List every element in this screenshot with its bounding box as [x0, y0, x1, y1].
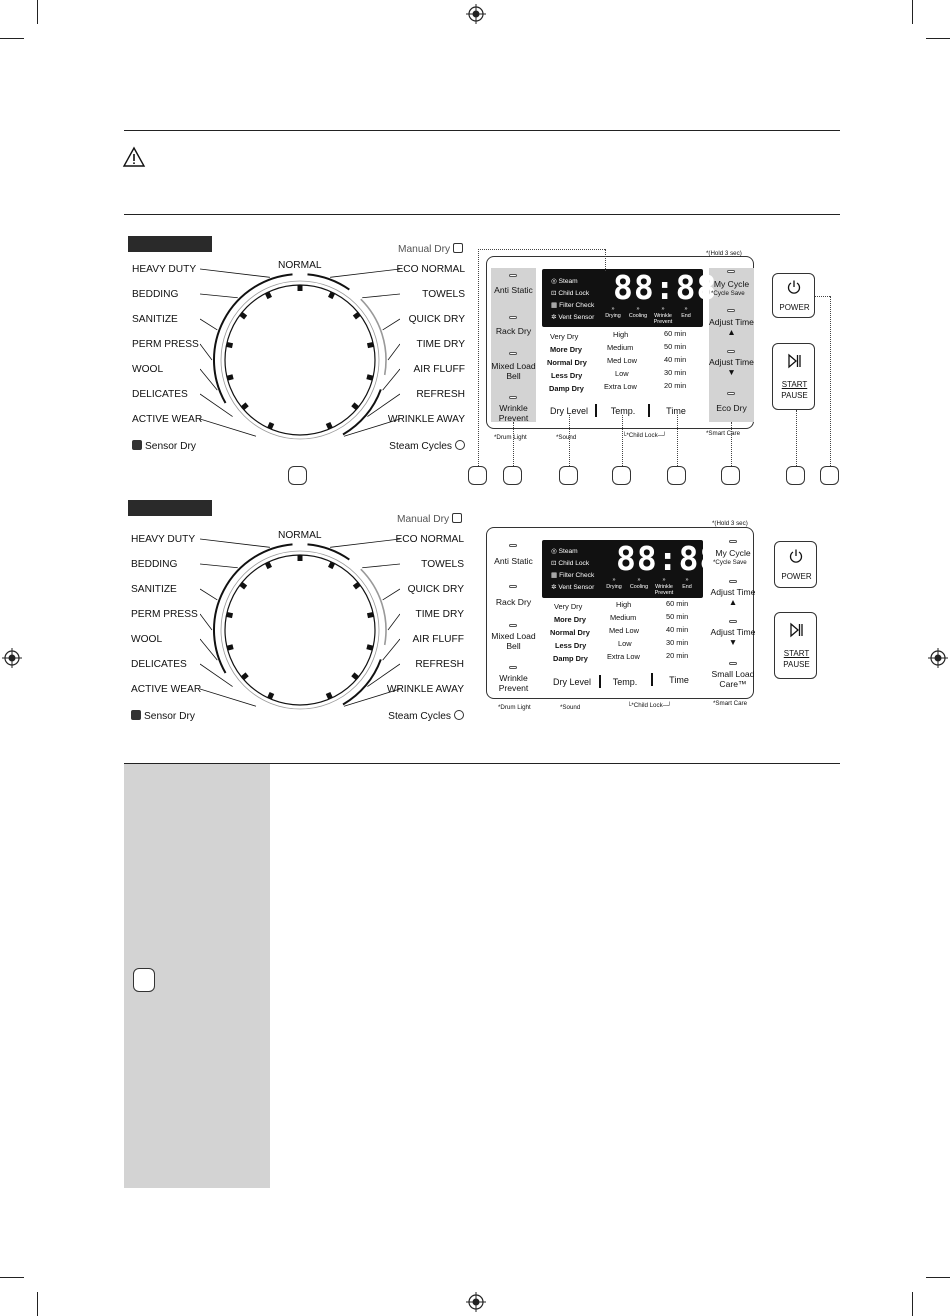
adjust-time-down-button[interactable]: Adjust Time ▼	[709, 357, 754, 377]
dial-leader-line	[200, 394, 233, 417]
divider	[124, 130, 840, 131]
eco-dry-button[interactable]: Eco Dry	[716, 403, 747, 413]
dial-arc-right	[361, 569, 386, 645]
small-load-care-button[interactable]: Small Load Care™	[711, 669, 755, 689]
dial-outer-ring	[221, 551, 379, 709]
smart-care-note: *Smart Care	[713, 700, 748, 707]
pause-label: PAUSE	[783, 660, 810, 669]
dry-level-option: More Dry	[554, 615, 587, 624]
indicator-led	[729, 662, 737, 665]
indicator-led	[509, 274, 517, 277]
my-cycle-button[interactable]: My Cycle	[713, 279, 750, 289]
dial-position-marker	[241, 672, 249, 680]
registration-mark-icon	[2, 648, 22, 668]
indicator-led	[509, 396, 517, 399]
steam-cycles-label: Steam Cycles	[388, 710, 464, 723]
temp-button[interactable]: Temp.	[610, 406, 636, 416]
dial-arc-left	[214, 544, 293, 673]
display-filter-check: ▦ Filter Check	[551, 572, 595, 579]
dial-position-marker	[239, 582, 247, 590]
sound-note: *Sound	[556, 434, 577, 441]
progress-drying: Drying	[606, 584, 622, 590]
manual-dry-label: Manual Dry	[397, 513, 462, 525]
dial-position-marker	[367, 342, 374, 348]
play-pause-icon	[788, 622, 804, 638]
registration-mark-icon	[466, 1292, 486, 1312]
time-option: 60 min	[666, 599, 689, 608]
dial-label: HEAVY DUTY	[132, 264, 197, 275]
time-option: 20 min	[664, 381, 687, 390]
registration-mark-icon	[928, 648, 948, 668]
dry-level-option: Less Dry	[555, 641, 587, 650]
indicator-led	[727, 392, 735, 395]
dial-arc-left	[214, 274, 293, 403]
cycle-dial[interactable]	[200, 255, 400, 470]
dial-label: BEDDING	[132, 289, 179, 300]
dial-label: REFRESH	[415, 659, 464, 670]
my-cycle-button[interactable]: My Cycle	[715, 548, 751, 558]
crop-mark	[912, 1292, 913, 1316]
dial-leader-line	[200, 689, 256, 706]
indicator-led	[509, 666, 517, 669]
dial-leader-line	[200, 269, 270, 277]
temp-option: High	[616, 600, 632, 609]
dial-label: HEAVY DUTY	[131, 534, 196, 545]
dial-label: TOWELS	[421, 559, 464, 570]
adjust-time-up-button[interactable]: Adjust Time ▲	[709, 317, 754, 337]
wrinkle-prevent-button[interactable]: Wrinkle Prevent	[498, 403, 529, 423]
time-option: 30 min	[664, 368, 687, 377]
callout-box	[468, 466, 487, 485]
dial-arc-bottom-right	[343, 659, 381, 704]
dial-label: WOOL	[131, 634, 163, 645]
separator	[651, 673, 653, 686]
dial-leader-line	[388, 344, 400, 360]
dial-leader-line	[200, 614, 212, 630]
callout-box	[503, 466, 522, 485]
dial-label: WRINKLE AWAY	[387, 414, 465, 425]
indicator-led	[729, 580, 737, 583]
dial-label: AIR FLUFF	[412, 634, 464, 645]
indicator-led	[509, 624, 517, 627]
crop-mark	[912, 0, 913, 24]
dry-level-option: Damp Dry	[549, 384, 584, 393]
power-icon	[788, 548, 804, 564]
callout-box	[612, 466, 631, 485]
display-filter-check: ▦ Filter Check	[551, 302, 595, 309]
dial-position-marker	[366, 644, 373, 650]
start-pause-button[interactable]	[772, 343, 815, 410]
callout-box	[820, 466, 839, 485]
model-label-bar	[128, 236, 212, 252]
dial-label-normal: NORMAL	[278, 260, 322, 271]
dial-label: PERM PRESS	[131, 609, 198, 620]
dial-label-normal: NORMAL	[278, 530, 322, 541]
child-lock-note: └*Child Lock─┘	[627, 702, 672, 709]
mixed-load-bell-button[interactable]: Mixed Load Bell	[491, 361, 536, 381]
hold-note: *(Hold 3 sec)	[706, 250, 742, 257]
warning-icon	[122, 146, 146, 168]
dial-inner-ring	[225, 285, 375, 435]
indicator-led	[509, 352, 517, 355]
dial-leader-line	[330, 269, 400, 277]
power-button[interactable]	[772, 273, 815, 318]
indicator-led	[509, 544, 517, 547]
dial-position-marker	[353, 582, 361, 590]
dial-label: PERM PRESS	[132, 339, 199, 350]
dry-level-option: More Dry	[550, 345, 583, 354]
progress-cooling: Cooling	[629, 584, 649, 590]
child-lock-note: └*Child Lock─┘	[622, 432, 667, 439]
smart-care-note: *Smart Care	[706, 430, 741, 437]
dial-leader-line	[388, 614, 400, 630]
anti-static-button[interactable]: Anti Static	[494, 556, 533, 566]
dial-position-marker	[226, 342, 233, 348]
dial-label: WOOL	[132, 364, 164, 375]
temp-option: High	[613, 330, 629, 339]
indicator-led	[729, 540, 737, 543]
indicator-led	[729, 620, 737, 623]
dial-outer-ring	[221, 281, 379, 439]
temp-option: Med Low	[607, 356, 637, 365]
dial-label: BEDDING	[131, 559, 178, 570]
callout-box	[559, 466, 578, 485]
time-option: 60 min	[664, 329, 687, 338]
time-digits: 88:88	[613, 268, 718, 307]
dial-position-marker	[227, 374, 234, 380]
temp-option: Medium	[607, 343, 634, 352]
separator	[595, 404, 597, 417]
dial-label: QUICK DRY	[408, 314, 465, 325]
start-label: START	[781, 380, 808, 389]
time-option: 50 min	[664, 342, 687, 351]
time-option: 20 min	[666, 651, 689, 660]
crop-mark	[37, 0, 38, 24]
dial-position-marker	[367, 612, 374, 618]
dial-label: TOWELS	[422, 289, 465, 300]
dial-label: WRINKLE AWAY	[386, 684, 464, 695]
display-steam: ◎ Steam	[551, 548, 578, 555]
progress-drying: Drying	[605, 313, 621, 319]
wrinkle-prevent-button[interactable]: Wrinkle Prevent	[498, 673, 529, 693]
time-option: 50 min	[666, 612, 689, 621]
dial-position-marker	[226, 612, 233, 618]
rack-dry-button[interactable]: Rack Dry	[495, 597, 532, 607]
crop-mark	[926, 38, 950, 39]
time-option: 30 min	[666, 638, 689, 647]
dial-arc-bottom-right	[343, 389, 381, 434]
dial-position-marker	[351, 402, 359, 410]
play-pause-icon	[786, 353, 802, 369]
indicator-led	[727, 350, 735, 353]
temp-option: Extra Low	[604, 382, 637, 391]
drum-light-note: *Drum Light	[498, 704, 531, 711]
sensor-dry-label: Sensor Dry	[131, 710, 195, 723]
start-label: START	[783, 649, 810, 658]
crop-mark	[37, 1292, 38, 1316]
indicator-led	[727, 270, 735, 273]
display-child-lock: ⊡ Child Lock	[551, 290, 590, 297]
dry-level-option: Damp Dry	[553, 654, 588, 663]
dial-leader-line	[383, 319, 400, 330]
cycle-save-note: *Cycle Save	[711, 290, 745, 297]
dial-leader-line	[200, 319, 217, 330]
dry-level-button[interactable]: Dry Level	[549, 406, 588, 416]
time-button[interactable]: Time	[669, 675, 689, 685]
temp-option: Med Low	[609, 626, 639, 635]
dial-position-marker	[241, 402, 249, 410]
dry-level-option: Very Dry	[550, 332, 579, 341]
callout-box	[667, 466, 686, 485]
temp-option: Medium	[610, 613, 637, 622]
dial-leader-line	[200, 419, 256, 436]
indicator-led	[727, 309, 735, 312]
crop-mark	[926, 1277, 950, 1278]
dial-position-marker	[239, 312, 247, 320]
power-label: POWER	[779, 303, 810, 312]
dry-level-option: Very Dry	[554, 602, 583, 611]
dial-leader-line	[362, 294, 400, 298]
dial-label: TIME DRY	[415, 609, 464, 620]
manual-dry-label: Manual Dry	[398, 243, 463, 255]
dial-position-marker	[298, 285, 303, 291]
drum-light-note: *Drum Light	[494, 434, 527, 441]
dry-level-option: Normal Dry	[547, 358, 587, 367]
dry-level-button[interactable]: Dry Level	[552, 677, 591, 687]
dial-label: QUICK DRY	[407, 584, 464, 595]
temp-button[interactable]: Temp.	[612, 677, 638, 687]
dry-level-option: Less Dry	[551, 371, 583, 380]
dial-label: DELICATES	[132, 389, 188, 400]
dial-arc-right	[361, 299, 386, 375]
dial-position-marker	[298, 555, 303, 561]
cycle-dial[interactable]	[200, 525, 400, 740]
divider	[124, 214, 840, 215]
dial-label: SANITIZE	[132, 314, 178, 325]
temp-option: Low	[618, 639, 632, 648]
dial-label: ACTIVE WEAR	[132, 414, 203, 425]
indicator-led	[509, 585, 517, 588]
crop-mark	[0, 1277, 24, 1278]
dial-label: SANITIZE	[131, 584, 177, 595]
power-button[interactable]	[774, 541, 817, 588]
steam-cycles-label: Steam Cycles	[389, 440, 465, 453]
display-child-lock: ⊡ Child Lock	[551, 560, 590, 567]
separator	[599, 675, 601, 688]
hold-note: *(Hold 3 sec)	[712, 520, 748, 527]
dial-leader-line	[362, 564, 400, 568]
dial-label: REFRESH	[416, 389, 465, 400]
dial-leader-line	[200, 564, 238, 568]
progress-wrinkle-prevent: Wrinkle Prevent	[653, 313, 673, 325]
model-label-bar	[128, 500, 212, 516]
dial-label: TIME DRY	[416, 339, 465, 350]
temp-option: Low	[615, 369, 629, 378]
crop-mark	[0, 38, 24, 39]
mixed-load-bell-button[interactable]: Mixed Load Bell	[491, 631, 536, 651]
adjust-time-up-button[interactable]: Adjust Time ▲	[710, 587, 756, 607]
callout-box	[133, 968, 155, 992]
progress-wrinkle-prevent: Wrinkle Prevent	[654, 584, 674, 596]
dial-leader-line	[200, 664, 233, 687]
display-vent-sensor: ✲ Vent Sensor	[551, 314, 595, 321]
dial-label: ECO NORMAL	[396, 264, 465, 275]
time-option: 40 min	[664, 355, 687, 364]
temp-option: Extra Low	[607, 652, 640, 661]
sensor-dry-label: Sensor Dry	[132, 440, 196, 453]
power-label: POWER	[781, 572, 812, 581]
progress-cooling: Cooling	[628, 313, 648, 319]
pause-label: PAUSE	[781, 391, 808, 400]
dial-position-marker	[227, 644, 234, 650]
rack-dry-button[interactable]: Rack Dry	[495, 326, 532, 336]
dry-level-option: Normal Dry	[550, 628, 590, 637]
dial-label: DELICATES	[131, 659, 187, 670]
dial-leader-line	[200, 539, 270, 547]
dial-leader-line	[200, 589, 217, 600]
dial-leader-line	[200, 294, 238, 298]
dial-leader-line	[330, 539, 400, 547]
dial-label: ACTIVE WEAR	[131, 684, 202, 695]
dial-position-marker	[366, 374, 373, 380]
callout-box	[721, 466, 740, 485]
time-button[interactable]: Time	[666, 406, 686, 416]
display-steam: ◎ Steam	[551, 278, 578, 285]
cycle-save-note: *Cycle Save	[713, 559, 747, 566]
sound-note: *Sound	[560, 704, 581, 711]
dial-leader-line	[200, 344, 212, 360]
dial-position-marker	[353, 312, 361, 320]
dial-label: AIR FLUFF	[413, 364, 465, 375]
callout-box	[288, 466, 307, 485]
progress-end: End	[681, 313, 691, 319]
display-vent-sensor: ✲ Vent Sensor	[551, 584, 595, 591]
anti-static-button[interactable]: Anti Static	[494, 285, 533, 295]
callout-box	[786, 466, 805, 485]
registration-mark-icon	[466, 4, 486, 24]
power-icon	[786, 279, 802, 295]
dial-leader-line	[383, 589, 400, 600]
time-digits: 88:88	[616, 539, 721, 578]
adjust-time-down-button[interactable]: Adjust Time ▼	[710, 627, 756, 647]
progress-end: End	[682, 584, 692, 590]
dial-label: ECO NORMAL	[395, 534, 464, 545]
time-option: 40 min	[666, 625, 689, 634]
separator	[648, 404, 650, 417]
dial-position-marker	[351, 672, 359, 680]
dial-inner-ring	[225, 555, 375, 705]
start-pause-button[interactable]	[774, 612, 817, 679]
indicator-led	[509, 316, 517, 319]
